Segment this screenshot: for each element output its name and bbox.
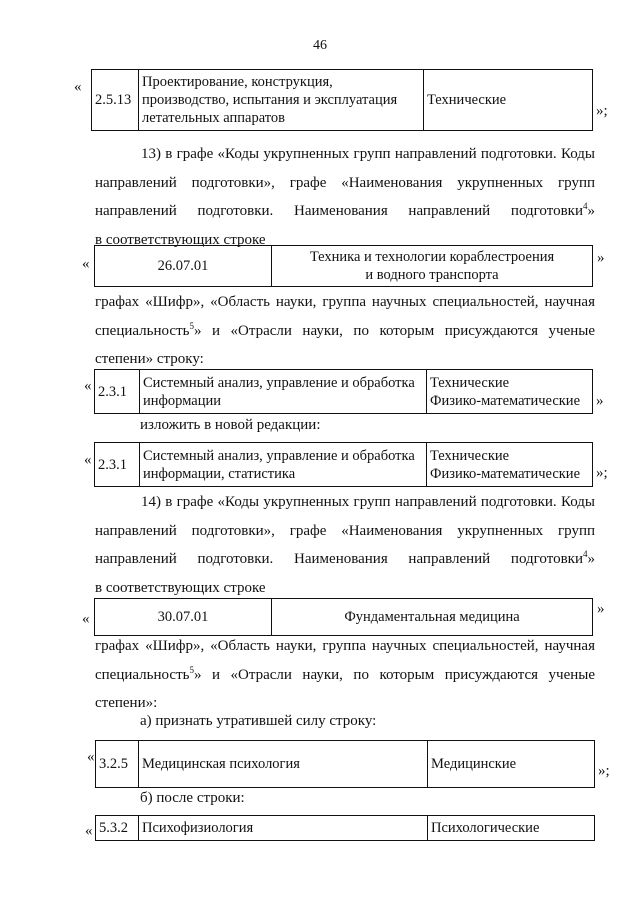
table-row-30-07-01 xyxy=(94,598,593,636)
name-cell: Фундаментальная медицина xyxy=(272,599,593,636)
close-quote: »; xyxy=(598,763,610,779)
field-line: Технические xyxy=(430,374,510,391)
field-cell xyxy=(427,443,593,487)
line-text: направлений подготовки. Наименования направлений подготовки xyxy=(95,551,583,567)
name-cell: Системный анализ, управление и обработка информации xyxy=(140,370,427,414)
code-cell: 5.3.2 xyxy=(96,816,139,841)
close-quote: » xyxy=(596,393,604,409)
paragraph-13 xyxy=(95,140,595,254)
paragraph-line: графах «Шифр», «Область науки, группа научных специальностей, научная xyxy=(95,638,595,654)
code-cell: 2.5.13 xyxy=(92,70,139,131)
paragraph-line: степени» строку: xyxy=(95,351,204,367)
paragraph-line: 14) в графе «Коды укрупненных групп направлений подготовки. Коды xyxy=(141,494,595,510)
page-number: 46 xyxy=(313,38,327,53)
paragraph-line: направлений подготовки», графе «Наименования укрупненных групп xyxy=(95,174,595,191)
field-cell: Медицинские xyxy=(428,741,595,788)
line-text: направлений подготовки. Наименования направлений подготовки xyxy=(95,203,583,219)
field-cell: Технические xyxy=(424,70,593,131)
field-line: Физико-математические xyxy=(430,392,580,409)
line-text: » и «Отрасли науки, по которым присуждаются ученые xyxy=(193,666,595,683)
open-quote: « xyxy=(85,823,93,839)
line-text: » xyxy=(587,203,595,219)
table-row-26-07-01 xyxy=(94,245,593,287)
paragraph-13-cont xyxy=(95,288,595,374)
edit-note: изложить в новой редакции: xyxy=(140,417,321,433)
paragraph-line xyxy=(95,197,595,226)
item-b: б) после строки: xyxy=(140,790,245,806)
table-row-2-3-1-old xyxy=(94,369,593,414)
paragraph-line: графах «Шифр», «Область науки, группа научных специальностей, научная xyxy=(95,294,595,310)
paragraph-14 xyxy=(95,488,595,602)
table-row-2-3-1-new xyxy=(94,442,593,487)
name-cell xyxy=(272,246,593,287)
table-row-2-5-13 xyxy=(91,69,593,131)
open-quote: « xyxy=(84,452,92,468)
item-a: а) признать утратившей силу строку: xyxy=(140,713,377,729)
footnote-ref: 4 xyxy=(583,201,588,211)
field-cell xyxy=(427,370,593,414)
table-row-3-2-5 xyxy=(95,740,595,788)
open-quote: « xyxy=(74,79,82,95)
line-text: специальность xyxy=(95,666,190,683)
paragraph-line xyxy=(95,661,595,690)
paragraph-line xyxy=(95,317,595,346)
code-cell: 26.07.01 xyxy=(95,246,272,287)
field-cell: Психологические xyxy=(428,816,595,841)
name-line: Техника и технологии кораблестроения xyxy=(309,249,555,265)
name-cell: Системный анализ, управление и обработка информации, статистика xyxy=(140,443,427,487)
paragraph-line: в соответствующих строке xyxy=(95,579,266,596)
line-text: » xyxy=(587,551,595,567)
field-line: Физико-математические xyxy=(430,465,580,482)
line-text: специальность xyxy=(95,322,190,339)
name-line: и водного транспорта xyxy=(365,267,499,283)
open-quote: « xyxy=(84,378,92,394)
paragraph-line: степени»: xyxy=(95,695,158,711)
paragraph-line: 13) в графе «Коды укрупненных групп направлений подготовки. Коды xyxy=(141,146,595,162)
close-quote: »; xyxy=(596,465,608,481)
footnote-ref: 5 xyxy=(189,320,194,331)
footnote-ref: 5 xyxy=(189,664,194,675)
paragraph-line xyxy=(95,545,595,574)
field-line: Технические xyxy=(430,447,510,464)
paragraph-line: в соответствующих строке xyxy=(95,231,266,248)
open-quote: « xyxy=(87,749,95,765)
close-quote: » xyxy=(597,601,605,617)
code-cell: 2.3.1 xyxy=(95,443,140,487)
close-quote: »; xyxy=(596,103,608,119)
close-quote: » xyxy=(597,250,605,266)
name-cell: Медицинская психология xyxy=(139,741,428,788)
code-cell: 2.3.1 xyxy=(95,370,140,414)
paragraph-14-cont xyxy=(95,632,595,718)
line-text: » и «Отрасли науки, по которым присуждаются ученые xyxy=(193,322,595,339)
open-quote: « xyxy=(82,256,90,272)
open-quote: « xyxy=(82,611,90,627)
name-cell: Проектирование, конструкция, производство, испытания и эксплуатация летательных аппаратов xyxy=(139,70,424,131)
name-cell: Психофизиология xyxy=(139,816,428,841)
paragraph-line: направлений подготовки», графе «Наименования укрупненных групп xyxy=(95,522,595,539)
code-cell: 30.07.01 xyxy=(95,599,272,636)
table-row-5-3-2 xyxy=(95,815,595,841)
code-cell: 3.2.5 xyxy=(96,741,139,788)
footnote-ref: 4 xyxy=(583,549,588,559)
